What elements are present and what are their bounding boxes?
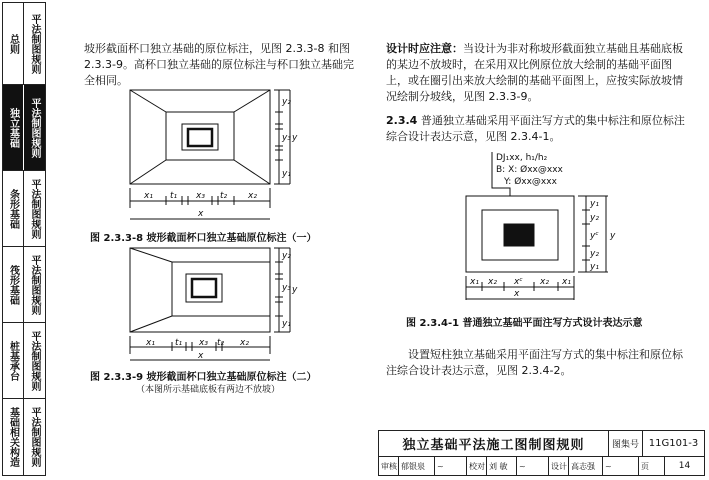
checker-signature: ~ (517, 457, 549, 475)
fig3-dim-y2-top: y₂ (590, 213, 599, 223)
fig3-dim-x1: x₁ (470, 277, 479, 287)
fig1-dim-y1: y₁ (282, 169, 291, 179)
fig1-dim-t2: t₂ (220, 191, 228, 201)
fig1-dim-t1: t₁ (170, 191, 178, 201)
right-paragraph-3: 设置短柱独立基础采用平面注写方式的集中标注和原位标注综合设计表达示意，见图 2.3.4-2。 (386, 348, 683, 377)
fig1-dim-y2: y₂ (282, 97, 291, 107)
fig2-dim-y: y (292, 285, 298, 295)
title-block (378, 430, 705, 476)
fig1-dim-x: x (198, 209, 204, 219)
fig1-dim-x3: x₃ (196, 191, 205, 201)
sidebar-tab-isolated-foundation[interactable]: 独立基础 平法制图规则 (3, 85, 45, 171)
chapter-sidebar (2, 2, 46, 476)
fig2-dim-x3: x₃ (199, 338, 208, 348)
section-number: 2.3.4 (386, 114, 418, 127)
atlas-number: 11G101-3 (643, 431, 704, 457)
atlas-label: 图集号 (609, 431, 643, 457)
section-text: 普通独立基础采用平面注写方式的集中标注和原位标注综合设计表达示意，见图 2.3.4-1。 (386, 114, 685, 143)
check-label: 校对 (467, 457, 487, 475)
fig3-dim-x: x (514, 289, 520, 299)
fig3-dim-y1-top: y₁ (590, 199, 599, 209)
fig1-caption: 图 2.3.3-8 坡形截面杯口独立基础原位标注（一） (90, 233, 317, 244)
signature-row (379, 457, 704, 475)
fig1-dim-x2: x₂ (248, 191, 257, 201)
fig3-column (504, 224, 534, 246)
fig2-step (172, 262, 270, 316)
fig3-anno-line3: Y: Øxx@xxx (504, 177, 557, 187)
fig2-dim-x1: x₁ (146, 338, 155, 348)
fig2-outer-base (130, 248, 270, 332)
design-note-text: 当设计为非对称坡形截面独立基础且基础底板的某边不放坡时，在采用双比例原位放大绘制的基础平面图上，或在圈引出来放大绘制的基础平面图上，应按实际放坡情况绘制分坡线，见图 2.3.3-9。 (386, 42, 683, 103)
fig2-dim-y1: y₁ (282, 319, 291, 329)
fig3-dim-y1-bottom: y₁ (590, 262, 599, 272)
fig3-anno-line2: B: X: Øxx@xxx (496, 165, 563, 175)
fig3-dim-x2-right: x₂ (540, 277, 549, 287)
fig2-dim-y3: y₃ (282, 283, 291, 293)
fig3-dim-yc: yᶜ (590, 231, 599, 241)
checker-name: 刘 敏 (487, 457, 517, 475)
sidebar-tab-strip-foundation[interactable]: 条形基础 平法制图规则 (3, 171, 45, 247)
right-paragraph-1 (386, 41, 688, 105)
sidebar-tab-related-construction[interactable]: 基础相关构造 平法制图规则 (3, 399, 45, 475)
sidebar-tab-pile-cap[interactable]: 桩基承台 平法制图规则 (3, 323, 45, 399)
fig1-dim-y3: y₃ (282, 133, 291, 143)
left-paragraph-1: 坡形截面杯口独立基础的原位标注，见图 2.3.3-8 和图 2.3.3-9。高杯口独立基础的原位标注与杯口独立基础完全相同。 (84, 42, 354, 87)
figure-2-3-3-8 (124, 88, 298, 224)
review-label: 审核 (379, 457, 399, 475)
fig2-dim-x: x (198, 351, 204, 361)
page-number: 14 (678, 461, 691, 471)
fig1-dim-y: y (292, 133, 298, 143)
reviewer-signature: ~ (435, 457, 467, 475)
fig3-anno-line1: DJ₁xx, h₁/h₂ (496, 153, 548, 163)
fig2-note: （本图所示基础底板有两边不放坡） (136, 385, 281, 395)
sidebar-tab-general[interactable]: 总则 平法制图规则 (3, 3, 45, 85)
design-label: 设计 (549, 457, 569, 475)
fig1-dim-x1: x₁ (144, 191, 153, 201)
fig3-caption: 图 2.3.4-1 普通独立基础平面注写方式设计表达示意 (406, 318, 643, 329)
designer-signature: ~ (603, 457, 639, 475)
designer-name: 高志强 (569, 457, 603, 475)
fig2-dim-t1: t₁ (175, 338, 183, 348)
fig2-dim-t2: t₂ (217, 338, 225, 348)
figure-2-3-4-1 (460, 150, 630, 306)
fig3-dim-x1-right: x₁ (562, 277, 571, 287)
figure-2-3-3-9 (124, 246, 298, 364)
fig2-dim-x2: x₂ (240, 338, 249, 348)
fig3-dim-y2-bottom: y₂ (590, 249, 599, 259)
page-label: 页 (639, 457, 665, 475)
fig3-dim-x2-left: x₂ (488, 277, 497, 287)
fig2-caption: 图 2.3.3-9 坡形截面杯口独立基础原位标注（二） (90, 372, 317, 383)
drawing-title: 独立基础平法施工图制图规则 (379, 431, 609, 457)
design-note-label: 设计时应注意： (386, 42, 463, 55)
fig1-step (166, 112, 234, 160)
reviewer-name: 郁银泉 (399, 457, 435, 475)
fig2-dim-y2: y₂ (282, 251, 291, 261)
sidebar-tab-raft-foundation[interactable]: 筏形基础 平法制图规则 (3, 247, 45, 323)
right-paragraph-2 (386, 113, 688, 145)
fig3-dim-xc: xᶜ (514, 277, 523, 287)
fig3-dim-y: y (610, 231, 616, 241)
